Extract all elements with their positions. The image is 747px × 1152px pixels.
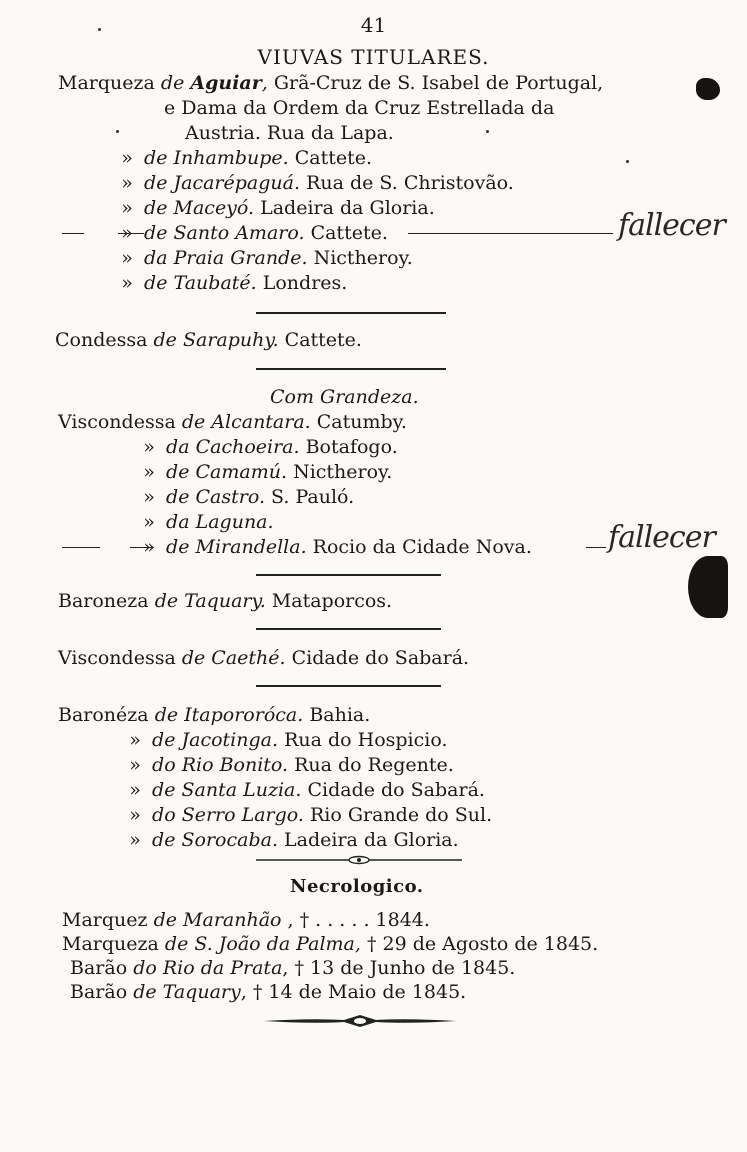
ink-blot: [688, 556, 728, 618]
divider: [256, 312, 446, 314]
ink-dash: [62, 233, 84, 234]
handwritten-note: fallecer: [618, 208, 725, 243]
entry-viscondessa-caethe: Viscondessa de Caethé. Cidade do Sabará.: [58, 647, 470, 669]
page-number: 41: [360, 13, 387, 37]
list-item: » de Jacotinga. Rua do Hospicio.: [129, 729, 448, 751]
list-item: » de Camamú. Nictheroy.: [143, 461, 393, 483]
necrology-row: Marquez de Maranhão , † . . . . . 1844.: [62, 909, 430, 931]
speck: [486, 130, 489, 133]
section-heading: Necrologico.: [290, 876, 424, 897]
entry-baroneza-itaporoca: Baronéza de Itapororóca. Bahia.: [58, 704, 371, 726]
divider: [256, 574, 441, 576]
speck: [116, 130, 119, 133]
ink-dash: [62, 547, 100, 548]
list-item: » de Inhambupe. Cattete.: [121, 147, 373, 169]
list-item: » de Mirandella. Rocio da Cidade Nova.: [143, 536, 532, 558]
section-heading: Com Grandeza.: [270, 386, 419, 408]
list-item: » de Santa Luzia. Cidade do Sabará.: [129, 779, 485, 801]
necrology-row: Marqueza de S. João da Palma, † 29 de Agosto de 1845.: [62, 933, 599, 955]
necrology-row: Barão de Taquary, † 14 de Maio de 1845.: [70, 981, 467, 1003]
divider: [256, 368, 446, 370]
ink-dash: [130, 547, 154, 548]
list-item: » da Laguna.: [143, 511, 274, 533]
ink-line: [408, 233, 613, 234]
speck: [626, 160, 629, 163]
list-item: » da Cachoeira. Botafogo.: [143, 436, 398, 458]
list-item: » de Taubaté. Londres.: [121, 272, 348, 294]
necrology-row: Barão do Rio da Prata, † 13 de Junho de 1845.: [70, 957, 516, 979]
ink-dash: [586, 547, 606, 548]
list-item: » de Jacarépaguá. Rua de S. Christovão.: [121, 172, 514, 194]
list-item: » de Castro. S. Pauló.: [143, 486, 355, 508]
list-item: » do Rio Bonito. Rua do Regente.: [129, 754, 454, 776]
ink-blot: [696, 78, 720, 100]
divider: [256, 685, 441, 687]
entry-marqueza-aguiar: Marqueza de Aguiar, Grã-Cruz de S. Isabel de Portugal,: [58, 72, 604, 94]
entry-continuation: Austria. Rua da Lapa.: [185, 122, 394, 144]
handwritten-note: fallecer: [608, 520, 715, 555]
entry-viscondessa-alcantara: Viscondessa de Alcantara. Catumby.: [58, 411, 407, 433]
list-item: » de Maceyó. Ladeira da Gloria.: [121, 197, 435, 219]
list-item: » do Serro Largo. Rio Grande do Sul.: [129, 804, 493, 826]
list-item: » da Praia Grande. Nictheroy.: [121, 247, 413, 269]
ink-dash: [118, 233, 144, 234]
page-title: VIUVAS TITULARES.: [257, 45, 490, 69]
ornament-divider: [264, 1014, 456, 1028]
ornament-divider: [256, 854, 462, 866]
list-item: » de Sorocaba. Ladeira da Gloria.: [129, 829, 459, 851]
speck: [98, 28, 101, 31]
entry-continuation: e Dama da Ordem da Cruz Estrellada da: [164, 97, 555, 119]
list-item: » de Santo Amaro. Cattete.: [121, 222, 388, 244]
divider: [256, 628, 441, 630]
entry-condessa: Condessa de Sarapuhy. Cattete.: [55, 329, 362, 351]
entry-baroneza-taquary: Baroneza de Taquary. Mataporcos.: [58, 590, 393, 612]
